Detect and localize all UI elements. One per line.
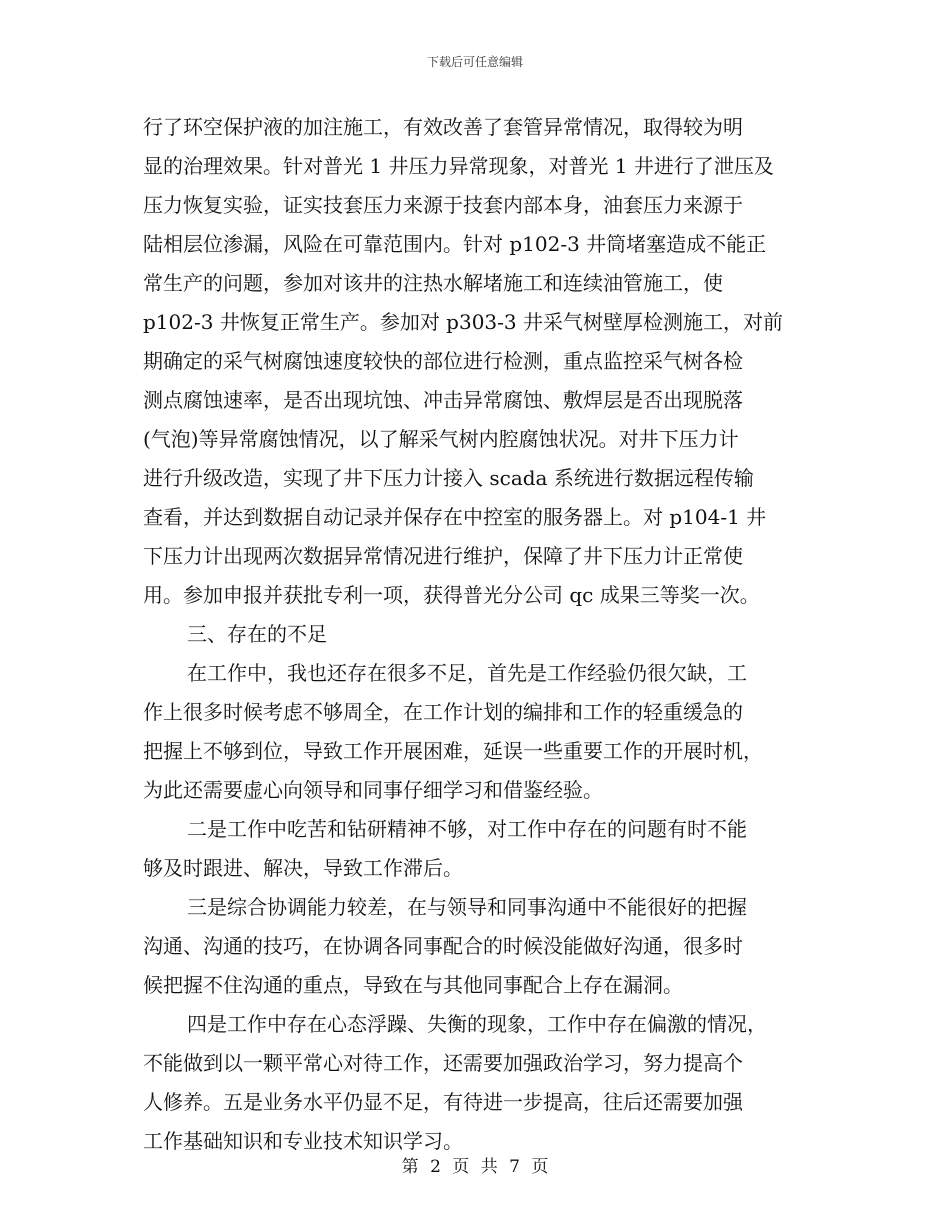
text-line: 工作基础知识和专业技术知识学习。 [143,1129,463,1153]
text-line: 常生产的问题，参加对该井的注热水解堵施工和连续油管施工，使 [143,271,723,295]
text-line: 压力恢复实验，证实技套压力来源于技套内部本身，油套压力来源于 [143,193,743,217]
text-line: 测点腐蚀速率，是否出现坑蚀、冲击异常腐蚀、敷焊层是否出现脱落 [143,388,743,412]
text-line: 陆相层位渗漏，风险在可靠范围内。针对 p102-3 井筒堵塞造成不能正 [143,232,767,256]
text-line: 为此还需要虚心向领导和同事仔细学习和借鉴经验。 [143,778,603,802]
text-line: 够及时跟进、解决，导致工作滞后。 [143,856,463,880]
text-line: 下压力计出现两次数据异常情况进行维护，保障了井下压力计正常使 [143,544,743,568]
text-line: 用。参加申报并获批专利一项，获得普光分公司 qc 成果三等奖一次。 [143,583,760,607]
page-header: 下载后可任意编辑 [426,55,523,69]
text-line: 不能做到以一颗平常心对待工作，还需要加强政治学习，努力提高个 [143,1051,743,1075]
body-text [143,108,811,1161]
text-line: 作上很多时候考虑不够周全，在工作计划的编排和工作的轻重缓急的 [143,700,743,724]
text-line: 二是工作中吃苦和钻研精神不够，对工作中存在的问题有时不能 [187,817,747,841]
text-line: 进行升级改造，实现了井下压力计接入 scada 系统进行数据远程传输 [143,466,754,490]
text-line: 沟通、沟通的技巧，在协调各同事配合的时候没能做好沟通，很多时 [143,934,743,958]
text-line: 三是综合协调能力较差，在与领导和同事沟通中不能很好的把握 [187,895,747,919]
text-line: p102-3 井恢复正常生产。参加对 p303-3 井采气树壁厚检测施工，对前 [143,310,783,334]
section-heading: 三、存在的不足 [187,622,327,646]
text-line: 期确定的采气树腐蚀速度较快的部位进行检测，重点监控采气树各检 [143,349,743,373]
text-line: 候把握不住沟通的重点，导致在与其他同事配合上存在漏洞。 [143,973,683,997]
text-line: 在工作中，我也还存在很多不足，首先是工作经验仍很欠缺，工 [187,661,747,685]
text-line: 显的治理效果。针对普光 1 井压力异常现象，对普光 1 井进行了泄压及 [143,154,774,178]
text-line: 四是工作中存在心态浮躁、失衡的现象，工作中存在偏激的情况， [187,1012,767,1036]
text-line: 人修养。五是业务水平仍显不足，有待进一步提高，往后还需要加强 [143,1090,743,1114]
text-line: 把握上不够到位，导致工作开展困难，延误一些重要工作的开展时机， [143,739,763,763]
text-line: 行了环空保护液的加注施工，有效改善了套管异常情况，取得较为明 [143,115,743,139]
page-footer: 第 2 页 共 7 页 [401,1157,549,1177]
text-line: 查看，并达到数据自动记录并保存在中控室的服务器上。对 p104-1 井 [143,505,767,529]
text-line: (气泡)等异常腐蚀情况，以了解采气树内腔腐蚀状况。对井下压力计 [143,427,739,451]
